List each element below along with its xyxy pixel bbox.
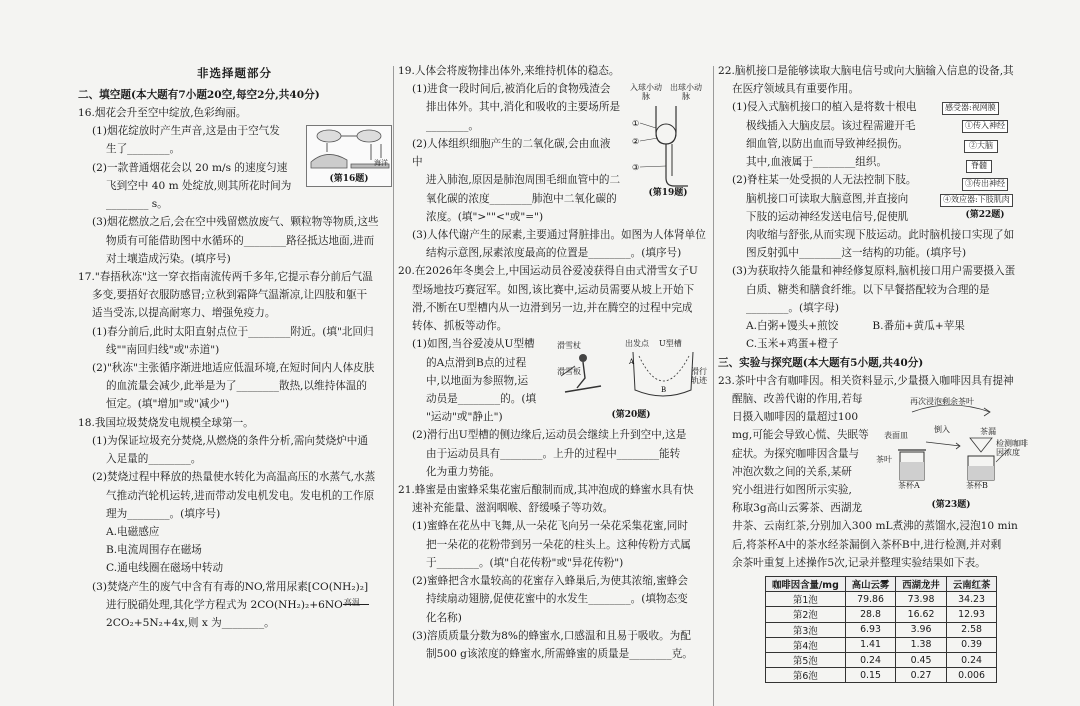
q22-part1: (1)侵入式脑机接口的植入是将数十根电 bbox=[732, 101, 917, 114]
q22-part2-cont: 下肢的运动神经发送电信号,促使肌 bbox=[746, 210, 909, 223]
q22-part1-cont: 极线插入大脑皮层。该过程需避开毛 bbox=[746, 119, 916, 132]
table-cell: 34.23 bbox=[946, 592, 997, 607]
q20-stem: 20.在2026年冬奥会上,中国运动员谷爱凌获得自由式滑雪女子U bbox=[398, 265, 698, 278]
figure-23-caption: (第23题) bbox=[931, 500, 971, 510]
afferent-nerve-node: ①传入神经 bbox=[962, 120, 1008, 133]
figure-20-halfpipe bbox=[555, 338, 707, 420]
table-row bbox=[766, 592, 997, 607]
tea-strainer-label: 茶漏 bbox=[980, 427, 996, 436]
ski-board-label: 滑雪板 bbox=[557, 367, 581, 376]
q23-stem-cont: 冲泡次数之间的关系,某研 bbox=[732, 465, 852, 478]
q23-stem-cont: 醒脑、改善代谢的作用,若每 bbox=[732, 392, 863, 405]
equation-left: 进行脱硝处理,其化学方程式为 2CO(NH₂)₂+6NO bbox=[106, 598, 343, 611]
q22-part3-cont: 白质、糖类和膳食纤维。以下早餐搭配较为合理的是 bbox=[746, 283, 990, 296]
afferent-arteriole-label: 入球小动脉 bbox=[630, 83, 662, 101]
q22-part1-cont: 其中,血液属于________组织。 bbox=[746, 156, 888, 169]
q20-part1-cont: 的A点滑到B点的过程 bbox=[426, 356, 527, 369]
q19-part3: (3)人体代谢产生的尿素,主要通过肾脏排出。如图为人体肾单位 bbox=[412, 228, 706, 241]
q16-part3-cont: 对土壤造成污染。(填序号) bbox=[106, 252, 231, 265]
caffeine-table bbox=[765, 576, 997, 683]
table-cell: 73.98 bbox=[896, 592, 947, 607]
table-cell: 1.41 bbox=[845, 637, 896, 652]
watch-glass-label: 表面皿 bbox=[884, 431, 908, 440]
table-cell: 28.8 bbox=[845, 607, 896, 622]
tea-leaves-label: 茶叶 bbox=[876, 455, 892, 464]
q21-stem-cont: 速补充能量、滋润咽喉、舒缓嗓子等功效。 bbox=[412, 502, 614, 515]
q22-part2-cont: 图反射弧中________这一结构的功能。(填序号) bbox=[746, 247, 967, 260]
q19-part3-cont: 结构示意图,尿素浓度最高的位置是________。(填序号) bbox=[426, 247, 682, 260]
q17-stem-cont: 多变,要捂好衣服防感冒;立秋到霜降气温渐凉,让四肢和躯干 bbox=[92, 289, 368, 302]
q16-part3: (3)烟花燃放之后,会在空中残留燃放废气、颗粒物等物质,这些 bbox=[92, 216, 379, 229]
q23-stem: 23.茶叶中含有咖啡因。相关资料显示,少量摄入咖啡因具有提神 bbox=[718, 374, 1014, 387]
table-row bbox=[766, 607, 997, 622]
figure-23-tea-experiment bbox=[872, 397, 1030, 510]
table-cell: 2.58 bbox=[946, 622, 997, 637]
q23-stem-cont: 后,将茶杯A中的茶水经茶漏倒入茶杯B中,进行检测,并对剩 bbox=[732, 538, 1002, 551]
table-cell: 0.27 bbox=[896, 668, 947, 683]
q16-part3-cont: 物质有可能借助图中水循环的________路径抵达地面,进而 bbox=[106, 234, 375, 247]
q18-part2-cont: 气推动汽轮机运转,进而带动发电机发电。发电机的工作原 bbox=[106, 489, 375, 502]
figure-16-water-cycle bbox=[306, 125, 392, 187]
table-cell: 0.45 bbox=[896, 652, 947, 667]
q18-part1: (1)为保证垃圾充分焚烧,从燃烧的条件分析,需向焚烧炉中通 bbox=[92, 434, 368, 447]
q16-part1-cont: 生了________。 bbox=[106, 143, 181, 156]
pour-label: 倒入 bbox=[934, 425, 950, 434]
q23-stem-cont: 称取3g高山云雾茶、西湖龙 bbox=[732, 502, 863, 515]
q22-option-c: C.玉米+鸡蛋+橙子 bbox=[746, 338, 839, 351]
q19-part1: (1)进食一段时间后,被消化后的食物残渣会 bbox=[412, 83, 611, 96]
q20-part2-cont: 化为重力势能。 bbox=[426, 465, 501, 478]
detect-caffeine-label: 检测咖啡因浓度 bbox=[996, 439, 1028, 457]
q21-part1-cont: 把一朵花的花粉带到另一朵花的柱头上。这种传粉方式属 bbox=[426, 538, 691, 551]
table-row bbox=[766, 637, 997, 652]
trajectory-label: 滑行轨迹 bbox=[691, 367, 707, 385]
q19-part1-cont: ________。 bbox=[426, 119, 479, 132]
q20-part2-cont: 由于运动员具有________。上升的过程中________能转 bbox=[426, 447, 681, 460]
q21-stem: 21.蜂蜜是由蜜蜂采集花蜜后酿制而成,其冲泡成的蜂蜜水具有快 bbox=[398, 484, 694, 497]
q20-part1-cont: 中,以地面为参照物,运 bbox=[426, 374, 529, 387]
q21-part3: (3)溶质质量分数为8%的蜂蜜水,口感温和且易于吸收。为配 bbox=[412, 629, 691, 642]
table-cell: 1.38 bbox=[896, 637, 947, 652]
q18-part3-equation bbox=[78, 596, 391, 614]
q23-stem-cont: mg,可能会导致心慌、失眠等 bbox=[732, 429, 869, 442]
brain-node: ②大脑 bbox=[964, 140, 998, 153]
figure-22-reflex-arc bbox=[940, 102, 1030, 220]
q20-part1: (1)如图,当谷爱凌从U型槽 bbox=[412, 338, 535, 351]
q23-stem-cont: 井茶、云南红茶,分别加入300 mL煮沸的蒸馏水,浸泡10 min bbox=[732, 520, 1018, 533]
table-cell: 79.86 bbox=[845, 592, 896, 607]
column-divider bbox=[393, 66, 394, 706]
q21-part1-cont: 于________。(填"自花传粉"或"异花传粉") bbox=[426, 556, 624, 569]
q23-stem-cont: 余茶叶重复上述操作5次,记录并整理实验结果如下表。 bbox=[732, 556, 986, 569]
q21-part2: (2)蜜蜂把含水量较高的花蜜存入蜂巢后,为使其浓缩,蜜蜂会 bbox=[412, 575, 688, 588]
resteep-label: 再次浸泡剩余茶叶 bbox=[910, 397, 974, 406]
q19-part2-cont: 进入肺泡,原因是肺泡周围毛细血管中的二 bbox=[426, 174, 621, 187]
table-header-row bbox=[766, 577, 997, 592]
efferent-nerve-node: ③传出神经 bbox=[962, 178, 1008, 191]
section-title: 非选择题部分 bbox=[197, 66, 272, 80]
ski-pole-label: 滑雪杖 bbox=[557, 341, 581, 350]
svg-text:B: B bbox=[661, 386, 667, 394]
table-cell: 第3泡 bbox=[766, 622, 846, 637]
q18-part2-cont: 理为________。(填序号) bbox=[106, 507, 221, 520]
table-cell: 0.24 bbox=[845, 652, 896, 667]
q20-stem-cont: 转体、抓板等动作。 bbox=[412, 320, 508, 333]
table-cell: 0.24 bbox=[946, 652, 997, 667]
q18-part2: (2)焚烧过程中释放的热量使水转化为高温高压的水蒸气,水蒸 bbox=[92, 471, 376, 484]
svg-text:③: ③ bbox=[632, 163, 640, 172]
table-row bbox=[766, 622, 997, 637]
figure-20-caption: (第20题) bbox=[611, 410, 651, 420]
table-cell: 16.62 bbox=[896, 607, 947, 622]
u-pipe-label: U型槽 bbox=[659, 339, 682, 348]
q18-stem: 18.我国垃圾焚烧发电规模全球第一。 bbox=[78, 416, 254, 429]
figure-16-caption: (第16题) bbox=[329, 174, 369, 184]
figure-19-caption: (第19题) bbox=[648, 188, 688, 198]
q22-stem-cont: 在医疗领域具有重要作用。 bbox=[732, 83, 860, 96]
q18-option-c: C.通电线圈在磁场中转动 bbox=[106, 562, 224, 575]
q22-part1-cont: 细血管,以防出血而导致神经损伤。 bbox=[746, 137, 909, 150]
q16-part1: (1)烟花绽放时产生声音,这是由于空气发 bbox=[92, 125, 280, 138]
svg-text:②: ② bbox=[632, 137, 640, 146]
ocean-label: 海洋 bbox=[374, 159, 388, 167]
table-header: 高山云雾 bbox=[845, 577, 896, 592]
q20-stem-cont: 滑,不断在U型槽内从一边滑到另一边,并在腾空的过程中完成 bbox=[412, 301, 693, 314]
table-cell: 6.93 bbox=[845, 622, 896, 637]
q19-part2: (2)人体组织细胞产生的二氧化碳,会由血液中 bbox=[412, 137, 611, 169]
q20-part2: (2)滑行出U型槽的侧边缘后,运动员会继续上升到空中,这是 bbox=[412, 429, 687, 442]
table-header: 咖啡因含量/mg bbox=[766, 577, 846, 592]
figure-22-caption: (第22题) bbox=[965, 210, 1005, 220]
table-cell: 3.96 bbox=[896, 622, 947, 637]
q16-stem: 16.烟花会升至空中绽放,色彩绚丽。 bbox=[78, 106, 247, 119]
receptor-node: 感受器:视网膜 bbox=[942, 102, 999, 115]
q17-stem: 17."春捂秋冻"这一穿衣指南流传两千多年,它提示春分前后气温 bbox=[78, 270, 373, 283]
q23-stem-cont: 症状。为探究咖啡因含量与 bbox=[732, 447, 860, 460]
q17-part2: (2)"秋冻"主张循序渐进地适应低温环境,在短时间内人体皮肤 bbox=[92, 362, 375, 375]
q16-part2: (2)一款普通烟花会以 20 m/s 的速度匀速 bbox=[92, 161, 288, 174]
q17-part1-cont: 线""南回归线"或"赤道") bbox=[106, 343, 220, 356]
efferent-arteriole-label: 出球小动脉 bbox=[670, 83, 702, 101]
table-row bbox=[766, 652, 997, 667]
q16-part2-cont: 飞到空中 40 m 处绽放,则其所花时间为 bbox=[106, 179, 292, 192]
cup-b-label: 茶杯B bbox=[966, 481, 988, 490]
q23-stem-cont: 日摄入咖啡因的量超过100 bbox=[732, 411, 859, 424]
q20-part1-cont: "运动"或"静止") bbox=[426, 411, 503, 424]
table-cell: 12.93 bbox=[946, 607, 997, 622]
q21-part2-cont: 持续扇动翅膀,促使花蜜中的水发生________。(填物态变 bbox=[426, 593, 688, 606]
nephron-diagram bbox=[628, 104, 708, 196]
table-cell: 0.006 bbox=[946, 668, 997, 683]
q22-part2: (2)脊柱某一处受损的人无法控制下肢。 bbox=[732, 174, 917, 187]
experiment-section-header: 三、实验与探究题(本大题有5小题,共40分) bbox=[718, 356, 924, 369]
table-cell: 第6泡 bbox=[766, 668, 846, 683]
q22-part2-cont: 肉收缩与舒张,从而实现下肢运动。此时脑机接口实现了如 bbox=[746, 228, 1015, 241]
q18-part3: (3)焚烧产生的废气中含有有毒的NO,常用尿素[CO(NH₂)₂] bbox=[92, 580, 369, 593]
q21-part2-cont: 化名称) bbox=[426, 611, 462, 624]
table-cell: 第1泡 bbox=[766, 592, 846, 607]
start-point-label: 出发点 bbox=[625, 339, 649, 348]
q20-part1-cont: 动员是________的。(填 bbox=[426, 392, 537, 405]
svg-text:①: ① bbox=[632, 119, 640, 128]
q22-option-a: A.白粥+馒头+煎饺 bbox=[746, 320, 839, 333]
q21-part1: (1)蜜蜂在花丛中飞舞,从一朵花飞向另一朵花采集花蜜,同时 bbox=[412, 520, 688, 533]
q23-stem-cont: 究小组进行如图所示实验, bbox=[732, 484, 852, 497]
q18-option-a: A.电磁感应 bbox=[106, 526, 160, 539]
reaction-condition: 高温 bbox=[343, 597, 360, 607]
q19-stem: 19.人体会将废物排出体外,来维持机体的稳态。 bbox=[398, 65, 620, 77]
q22-stem: 22.脑机接口是能够读取大脑电信号或向大脑输入信息的设备,其 bbox=[718, 65, 1014, 77]
table-cell: 0.39 bbox=[946, 637, 997, 652]
q22-part3: (3)为获取持久能量和神经修复原料,脑机接口用户需要摄入蛋 bbox=[732, 265, 1016, 278]
table-row bbox=[766, 668, 997, 683]
q17-stem-cont: 适当受冻,以提高耐寒力、增强免疫力。 bbox=[92, 307, 276, 320]
q21-part3-cont: 制500 g该浓度的蜂蜜水,所需蜂蜜的质量是________克。 bbox=[426, 648, 693, 660]
effector-node: ④效应器:下肢肌肉 bbox=[940, 194, 1013, 207]
q18-part1-cont: 入足量的________。 bbox=[106, 453, 202, 466]
table-cell: 0.15 bbox=[845, 668, 896, 683]
q18-part3-cont: 2CO₂+5N₂+4x,则 x 为________。 bbox=[106, 617, 275, 630]
q17-part1: (1)春分前后,此时太阳直射点位于________附近。(填"北回归 bbox=[92, 325, 374, 338]
q20-stem-cont: 型场地技巧赛冠军。如图,该比赛中,运动员需要从坡上开始下 bbox=[412, 283, 695, 296]
spinal-cord-node: 脊髓 bbox=[966, 160, 992, 173]
table-cell: 第2泡 bbox=[766, 607, 846, 622]
cup-a-label: 茶杯A bbox=[898, 481, 920, 490]
q18-option-b: B.电流周围存在磁场 bbox=[106, 544, 202, 557]
figure-19-nephron bbox=[628, 83, 708, 198]
q22-options-row bbox=[718, 317, 1030, 335]
q16-part2-cont: ________ s。 bbox=[106, 198, 168, 211]
fill-section-header: 二、填空题(本大题有7小题20空,每空2分,共40分) bbox=[78, 88, 320, 101]
q22-part2-cont: 脑机接口可读取大脑意图,并直接向 bbox=[746, 192, 909, 205]
q22-option-b: B.番茄+黄瓜+苹果 bbox=[872, 320, 965, 333]
q17-part2-cont: 的血流量会减少,此举是为了________散热,以维持体温的 bbox=[106, 380, 367, 393]
q19-part1-cont: 排出体外。其中,消化和吸收的主要场所是 bbox=[426, 101, 621, 114]
table-header: 西湖龙井 bbox=[896, 577, 947, 592]
table-cell: 第4泡 bbox=[766, 637, 846, 652]
q22-part3-cont: ________。(填字母) bbox=[746, 301, 840, 314]
table-cell: 第5泡 bbox=[766, 652, 846, 667]
q17-part2-cont: 恒定。(填"增加"或"减少") bbox=[106, 398, 230, 411]
q19-part2-cont: 氧化碳的浓度________肺泡中二氧化碳的 bbox=[426, 192, 617, 205]
q19-part2-cont: 浓度。(填">""<"或"=") bbox=[426, 210, 544, 223]
svg-text:A: A bbox=[629, 358, 635, 366]
table-header: 云南红茶 bbox=[946, 577, 997, 592]
column-divider bbox=[713, 66, 714, 706]
